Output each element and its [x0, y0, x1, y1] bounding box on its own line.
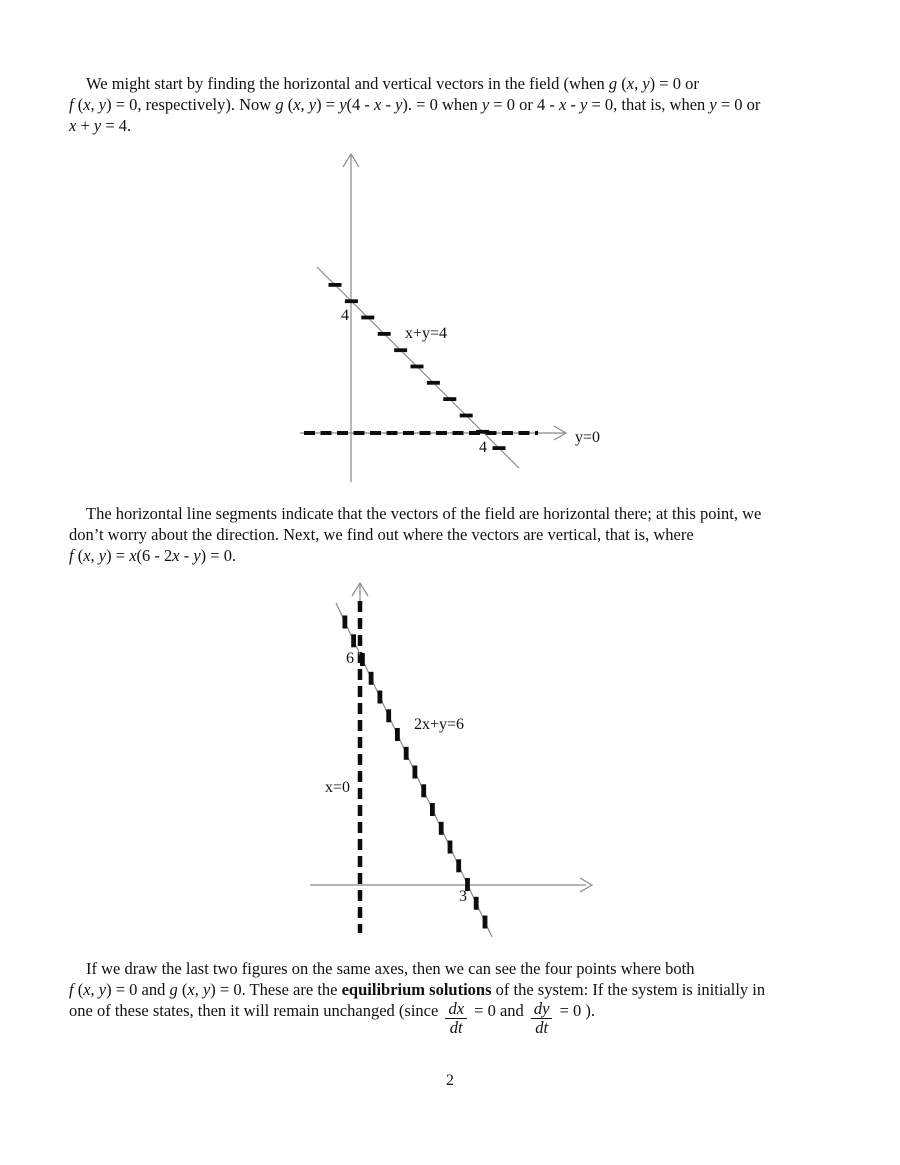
- vertical-vector-tick: [474, 897, 479, 910]
- text-line: f (x, y) = 0, respectively). Now g (x, y) = y(4 - x - y). = 0 when y = 0 or 4 - x - y = 0, that is, when y = 0 or: [69, 95, 761, 114]
- text-line: one of these states, then it will remain unchanged (since $\frac{dx}{dt}$ = 0 and $\frac{dy}{dt}$ = 0 ).: [69, 999, 596, 1038]
- x-intercept-label: 4: [479, 439, 487, 456]
- horizontal-vector-ticks: [329, 283, 506, 450]
- y-intercept-label: 4: [341, 307, 349, 324]
- horizontal-vector-tick: [394, 348, 407, 352]
- paragraph-2: [69, 503, 869, 566]
- vertical-vector-tick: [369, 672, 374, 685]
- x-intercept-label: 3: [459, 888, 467, 905]
- vertical-vector-tick: [386, 709, 391, 722]
- fraction: $\frac{dx}{dt}$: [445, 1000, 467, 1038]
- text-line: The horizontal line segments indicate that the vectors of the field are horizontal there; at this point, we: [86, 504, 762, 523]
- paragraph-3: [69, 958, 869, 1038]
- horizontal-vector-tick: [493, 446, 506, 450]
- horizontal-vector-tick: [427, 381, 440, 385]
- vertical-vector-tick: [483, 916, 488, 929]
- y-intercept-label: 6: [346, 650, 354, 667]
- text-line: f (x, y) = 0 and g (x, y) = 0. These are the equilibrium solutions of the system: If the system is initially in: [69, 980, 766, 999]
- text-line: don’t worry about the direction. Next, we find out where the vectors are vertical, that is, where: [69, 525, 694, 544]
- fraction: $\frac{dy}{dt}$: [531, 1000, 553, 1038]
- horizontal-vector-tick: [411, 365, 424, 369]
- vertical-vector-tick: [343, 616, 348, 629]
- text-line: f (x, y) = x(6 - 2x - y) = 0.: [69, 546, 237, 565]
- figure-2-vertical-vectors-diagram: [298, 578, 610, 948]
- horizontal-vector-tick: [329, 283, 342, 287]
- text-line: If we draw the last two figures on the same axes, then we can see the four points where both: [86, 959, 695, 978]
- paragraph-1: [69, 73, 869, 136]
- horizontal-vector-tick: [476, 430, 489, 434]
- horizontal-vector-tick: [345, 299, 358, 303]
- text-line: We might start by finding the horizontal and vertical vectors in the field (when g (x, y) = 0 or: [86, 74, 699, 93]
- page-number: 2: [446, 1072, 454, 1089]
- vertical-vector-tick: [448, 841, 453, 854]
- vertical-vector-tick: [456, 859, 461, 872]
- axis-equation-label: x=0: [324, 779, 350, 796]
- vertical-vector-tick: [404, 747, 409, 760]
- axis-equation-label: y=0: [575, 429, 601, 446]
- horizontal-vector-tick: [443, 397, 456, 401]
- vertical-vector-tick: [360, 653, 365, 666]
- horizontal-vector-tick: [361, 316, 374, 320]
- figure-1-horizontal-vectors-diagram: [288, 150, 620, 492]
- vertical-vector-tick: [395, 728, 400, 741]
- text-line: x + y = 4.: [69, 116, 132, 135]
- vertical-vector-tick: [351, 634, 356, 647]
- line-equation-label: x+y=4: [405, 325, 448, 342]
- horizontal-vector-tick: [460, 414, 473, 418]
- line-equation-label: 2x+y=6: [414, 716, 465, 733]
- vertical-vector-tick: [430, 803, 435, 816]
- vertical-vector-tick: [378, 691, 383, 704]
- horizontal-vector-tick: [378, 332, 391, 336]
- vertical-vector-tick: [413, 766, 418, 779]
- vertical-vector-tick: [421, 784, 426, 797]
- vertical-vector-ticks: [343, 616, 488, 929]
- vertical-vector-tick: [439, 822, 444, 835]
